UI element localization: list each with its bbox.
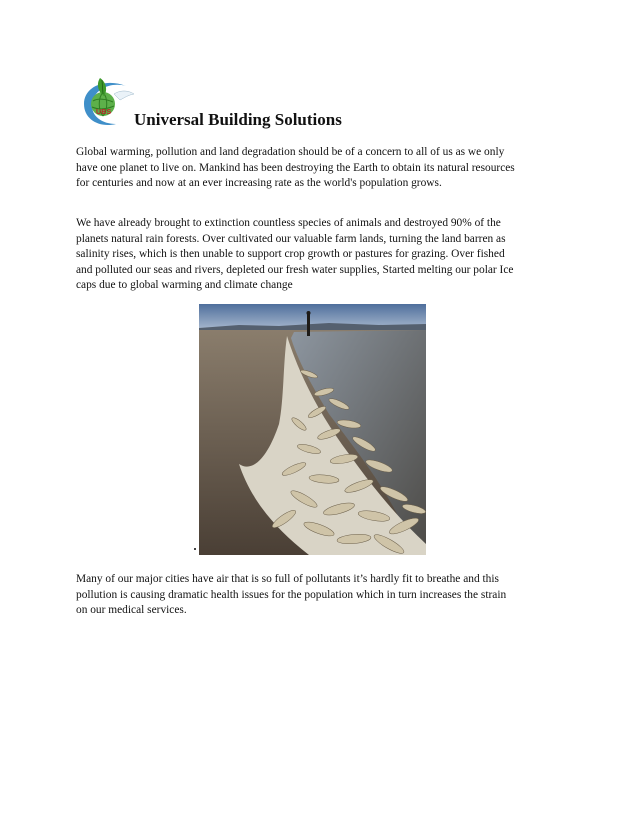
paragraph-air-pollution: Many of our major cities have air that is so full of pollutants it’s hardly fit to breathe and this pollution is causing dramatic health issues for the population which in turn increases the strain on our medical services. (76, 573, 507, 616)
dead-fish-shore-photo (199, 304, 426, 555)
company-logo (76, 74, 138, 130)
image-anchor-mark (194, 548, 196, 550)
paragraph-intro: Global warming, pollution and land degradation should be of a concern to all of us as we only have one planet to live on. Mankind has been destroying the Earth to obtain its natural resources for centuries and now at an ever increasing rate as the world's population grows. (76, 146, 515, 189)
logo-emblem-icon (76, 74, 138, 130)
company-title: Universal Building Solutions (134, 110, 342, 129)
paragraph-extinction: We have already brought to extinction countless species of animals and destroyed 90% of the planets natural rain forests. Over cultivated our valuable farm lands, turning the land barren as salinity rises, which is then unable to support crop growth or pastures for grazing. Over fished and polluted our seas and rivers, depleted our fresh water supplies, Started melting our polar Ice caps due to global warming and climate change (76, 217, 514, 291)
logo-label: UBS (96, 109, 112, 116)
